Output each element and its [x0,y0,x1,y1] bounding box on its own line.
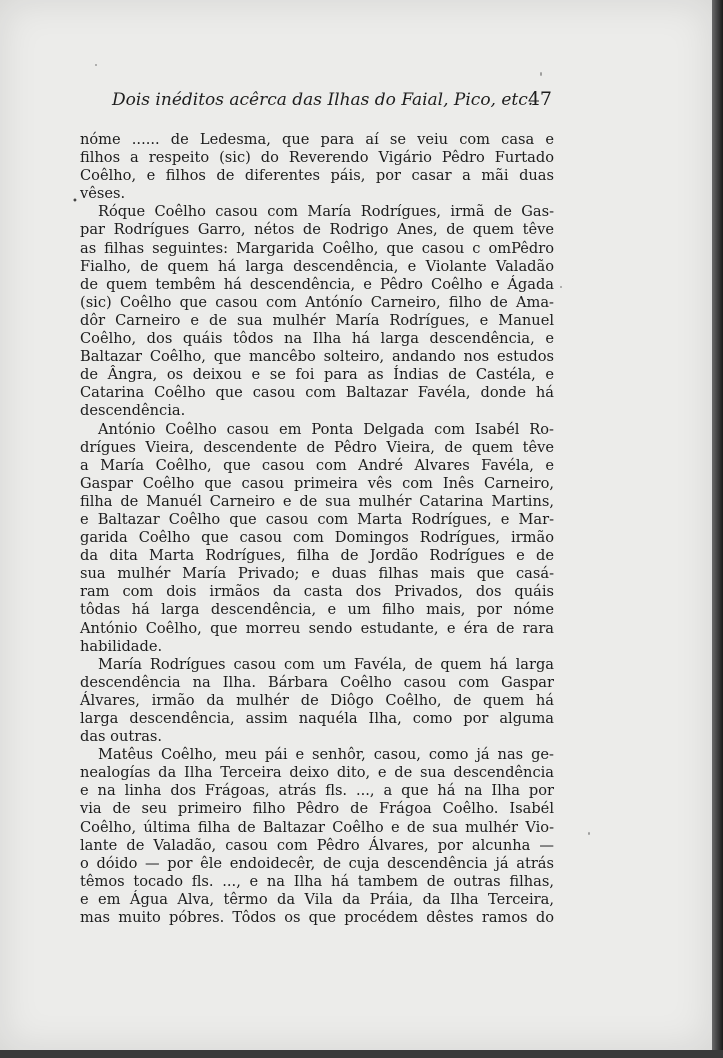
text-line: Fialho, de quem há larga descendência, e Violante Valadão [80,257,554,275]
text-line: filhos a respeito (sic) do Reverendo Vigário Pêdro Furtado [80,149,554,167]
paragraph-start-line: Matêus Coêlho, meu pái e senhôr, casou, como já nas ge- [98,746,554,764]
running-title: Dois inéditos acêrca das Ilhas do Faial, Pico, etc. [112,90,534,110]
paper-speck [560,286,562,288]
text-line: António Coêlho, que morreu sendo estudante, e éra de rara [80,619,554,637]
text-line: o dóido — por êle endoidecêr, de cuja descendência já atrás [80,854,554,872]
paper-speck [540,72,542,76]
text-line: (sic) Coêlho que casou com Antónío Carneiro, filho de Ama- [80,293,554,311]
text-line: drígues Vieira, descendente de Pêdro Vieira, de quem têve [80,438,554,456]
running-header [112,88,552,114]
paper-speck [95,64,97,66]
text-line: Catarina Coêlho que casou com Baltazar Favéla, donde há [80,384,554,402]
text-line: nealogías da Ilha Terceira deixo dito, e de sua descendência [80,764,554,782]
body-text [80,131,554,927]
margin-mark: • [72,196,78,207]
text-line: tôdas há larga descendência, e um filho mais, por nóme [80,601,554,619]
text-line: garida Coêlho que casou com Domingos Rodrígues, irmão [80,529,554,547]
text-line: larga descendência, assim naquéla Ilha, como por alguma [80,710,554,727]
text-line: das outras. [80,728,163,746]
text-line: têmos tocado fls. ..., e na Ilha há tambem de outras filhas, [80,872,554,890]
text-line: via de seu primeiro filho Pêdro de Frágoa Coêlho. Isabél [80,800,554,818]
text-line: descendência. [80,402,186,420]
text-line: as filhas seguintes: Margarida Coêlho, que casou c omPêdro [80,239,554,257]
text-line: ram com dois irmãos da casta dos Privados, dos quáis [80,583,554,601]
text-line: lante de Valadão, casou com Pêdro Álvares, por alcunha — [80,836,554,854]
text-line: Coêlho, e filhos de diferentes páis, por casar a mãi duas [80,167,554,185]
text-line: par Rodrígues Garro, nétos de Rodrigo Anes, de quem têve [80,221,554,239]
text-line: Gaspar Coêlho que casou primeira vês com Inês Carneiro, [80,474,554,492]
text-line: a María Coêlho, que casou com André Alvares Favéla, e [80,456,554,474]
paragraph-start-line: María Rodrígues casou com um Favéla, de quem há larga [98,655,554,673]
page-number: 47 [527,88,552,110]
text-line: de quem tembêm há descendência, e Pêdro Coêlho e Ágada [80,275,554,293]
text-line: nóme ...... de Ledesma, que para aí se veiu com casa e [80,131,554,148]
scan-right-edge [712,0,723,1058]
text-line: de Ângra, os deixou e se foi para as Índias de Castéla, e [80,366,554,384]
paragraph-start-line: António Coêlho casou em Ponta Delgada com Isabél Ro- [98,420,554,438]
text-line: da dita Marta Rodrígues, filha de Jordão Rodrígues e de [80,547,554,565]
text-line: mas muito póbres. Tôdos os que procédem dêstes ramos do [80,909,554,927]
text-line: vêses. [80,185,126,203]
text-line: Coêlho, última filha de Baltazar Coêlho e de sua mulhér Vio- [80,818,554,836]
text-line: e na linha dos Frágoas, atrás fls. ..., a que há na Ilha por [80,782,554,800]
text-line: descendência na Ilha. Bárbara Coêlho casou com Gaspar [80,673,554,691]
text-line: sua mulhér María Privado; e duas filhas mais que casá- [80,565,554,583]
scan-bottom-edge [0,1050,723,1058]
text-line: Coêlho, dos quáis tôdos na Ilha há larga descendência, e [80,330,554,348]
paper-speck [588,832,590,835]
text-line: e em Água Alva, têrmo da Vila da Práia, da Ilha Terceira, [80,890,554,908]
text-line: e Baltazar Coêlho que casou com Marta Rodrígues, e Mar- [80,510,554,528]
paragraph-start-line: Róque Coêlho casou com María Rodrígues, irmã de Gas- [98,203,554,221]
text-line: Baltazar Coêlho, que mancêbo solteiro, andando nos estudos [80,348,554,366]
text-line: filha de Manuél Carneiro e de sua mulhér Catarina Martins, [80,492,554,510]
text-line: dôr Carneiro e de sua mulhér María Rodrígues, e Manuel [80,311,554,329]
text-line: habilidade. [80,637,163,655]
text-line: Álvares, irmão da mulhér de Diôgo Coêlho, de quem há [80,691,554,709]
